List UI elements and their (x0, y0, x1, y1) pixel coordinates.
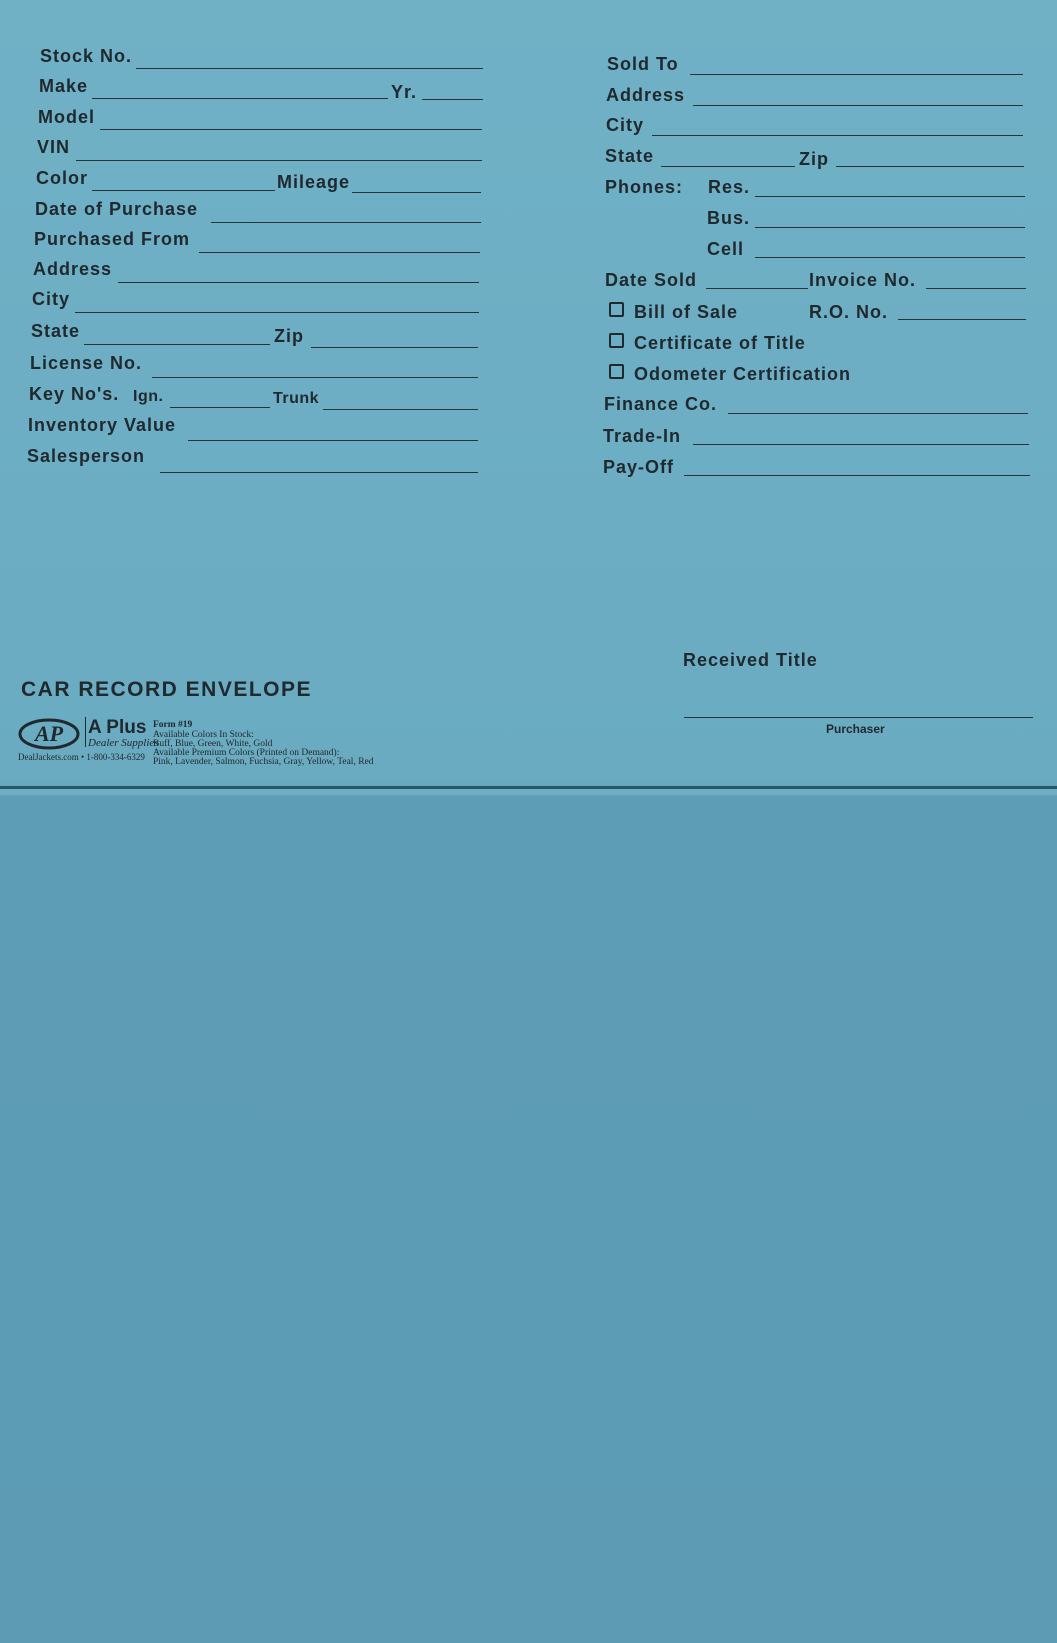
color-label: Color (36, 168, 88, 188)
license-no-label: License No. (30, 353, 143, 373)
buyer-city-field[interactable] (652, 135, 1023, 136)
buyer-city-label: City (606, 115, 645, 135)
model-field[interactable] (100, 129, 482, 130)
buyer-zip-field[interactable] (836, 166, 1024, 167)
zip-field[interactable] (311, 347, 478, 348)
finance-co-label: Finance Co. (604, 394, 718, 414)
state-label: State (31, 321, 81, 341)
address-field[interactable] (118, 282, 479, 283)
salesperson-field[interactable] (160, 472, 478, 473)
date-of-purchase-label: Date of Purchase (35, 199, 199, 219)
odometer-certification-checkbox[interactable] (609, 364, 624, 379)
trunk-field[interactable] (323, 409, 478, 410)
city-field[interactable] (75, 312, 479, 313)
invoice-no-label: Invoice No. (809, 270, 917, 290)
envelope-flap-edge (0, 789, 1057, 795)
brand-tagline: Dealer Supplies (88, 737, 159, 749)
stock-no-label: Stock No. (40, 46, 133, 66)
purchased-from-label: Purchased From (34, 229, 191, 249)
contact-info: DealJackets.com • 1-800-334-6329 (18, 752, 145, 762)
ign-field[interactable] (170, 407, 270, 408)
purchased-from-field[interactable] (199, 252, 480, 253)
pay-off-label: Pay-Off (603, 457, 675, 477)
pay-off-field[interactable] (684, 475, 1030, 476)
make-label: Make (39, 76, 89, 96)
buyer-state-label: State (605, 146, 655, 166)
certificate-of-title-label: Certificate of Title (634, 333, 806, 353)
city-label: City (32, 289, 71, 309)
invoice-no-field[interactable] (926, 288, 1026, 289)
trade-in-field[interactable] (693, 444, 1029, 445)
brand-name: A Plus (88, 717, 147, 738)
buyer-zip-label: Zip (799, 149, 829, 169)
logo-lettering: AP (34, 721, 64, 746)
cell-phone-field[interactable] (755, 257, 1025, 258)
premium-colors: Pink, Lavender, Salmon, Fuchsia, Gray, Yellow, Teal, Red (153, 757, 374, 767)
vin-label: VIN (37, 137, 71, 157)
buyer-address-field[interactable] (693, 105, 1023, 106)
ign-label: Ign. (133, 388, 164, 405)
purchaser-caption: Purchaser (826, 722, 885, 736)
res-phone-field[interactable] (755, 196, 1025, 197)
stock-colors: Buff, Blue, Green, White, Gold (153, 739, 273, 749)
mileage-label: Mileage (277, 172, 351, 192)
mileage-field[interactable] (352, 192, 481, 193)
stock-no-field[interactable] (136, 68, 483, 69)
purchaser-signature-field[interactable] (684, 717, 1033, 718)
bill-of-sale-checkbox[interactable] (609, 302, 624, 317)
form-title: CAR RECORD ENVELOPE (21, 678, 313, 701)
aplus-logo (18, 716, 82, 752)
phones-label: Phones: (605, 177, 684, 197)
odometer-certification-label: Odometer Certification (634, 364, 852, 384)
stock-colors-label: Available Colors In Stock: (153, 730, 254, 740)
color-field[interactable] (92, 190, 275, 191)
premium-colors-label: Available Premium Colors (Printed on Demand): (153, 748, 340, 758)
trade-in-label: Trade-In (603, 426, 682, 446)
license-no-field[interactable] (152, 377, 478, 378)
bus-phone-field[interactable] (755, 227, 1025, 228)
zip-label: Zip (274, 326, 304, 346)
date-sold-label: Date Sold (605, 270, 698, 290)
cell-label: Cell (707, 239, 745, 259)
buyer-address-label: Address (606, 85, 686, 105)
key-nos-label: Key No's. (29, 384, 120, 404)
bus-label: Bus. (707, 208, 751, 228)
res-label: Res. (708, 177, 751, 197)
finance-co-field[interactable] (728, 413, 1028, 414)
form-number: Form #19 (153, 720, 193, 730)
yr-field[interactable] (422, 99, 483, 100)
salesperson-label: Salesperson (27, 446, 146, 466)
inventory-value-label: Inventory Value (28, 415, 177, 435)
buyer-state-field[interactable] (661, 166, 795, 167)
bill-of-sale-label: Bill of Sale (634, 302, 739, 322)
yr-label: Yr. (391, 82, 418, 102)
make-field[interactable] (92, 98, 388, 99)
trunk-label: Trunk (273, 390, 320, 407)
received-title-heading: Received Title (683, 650, 818, 670)
ro-no-field[interactable] (898, 319, 1026, 320)
address-label: Address (33, 259, 113, 279)
model-label: Model (38, 107, 95, 127)
vin-field[interactable] (76, 160, 482, 161)
certificate-of-title-checkbox[interactable] (609, 333, 624, 348)
date-of-purchase-field[interactable] (211, 222, 481, 223)
sold-to-label: Sold To (607, 54, 679, 74)
date-sold-field[interactable] (706, 288, 808, 289)
logo-divider (85, 717, 86, 747)
sold-to-field[interactable] (690, 74, 1023, 75)
inventory-value-field[interactable] (188, 440, 478, 441)
state-field[interactable] (84, 344, 270, 345)
ro-no-label: R.O. No. (809, 302, 888, 322)
